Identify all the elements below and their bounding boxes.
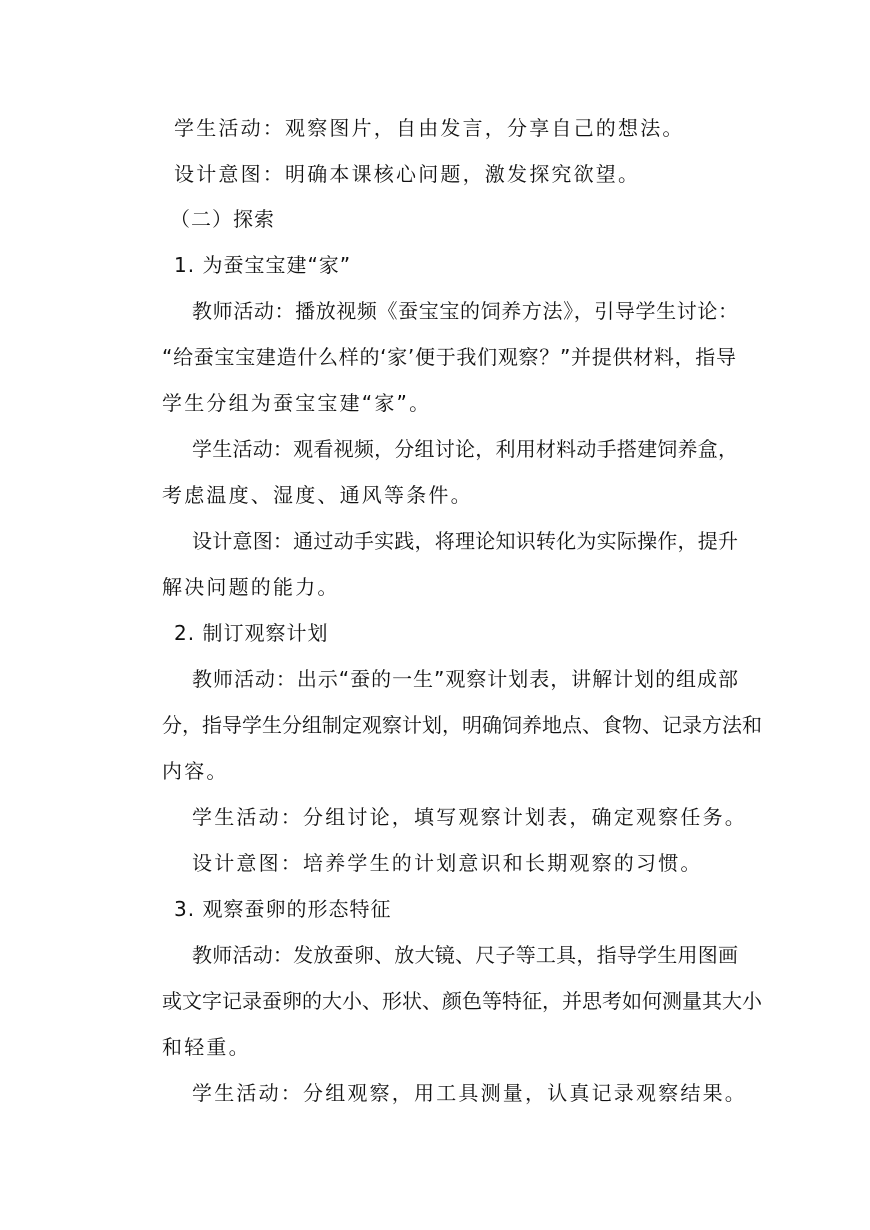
section-heading-explore: （二）探索 [170, 207, 275, 231]
paragraph-design-intent-1-line1: 设计意图：通过动手实践，将理论知识转化为实际操作，提升 [192, 529, 738, 553]
paragraph-teacher-activity-2-line2: 分，指导学生分组制定观察计划，明确饲养地点、食物、记录方法和 [162, 713, 762, 737]
subheading-build-home: 1. 为蚕宝宝建“家” [174, 253, 352, 277]
paragraph-student-activity-1-line1: 学生活动：观看视频，分组讨论，利用材料动手搭建饲养盒， [192, 437, 738, 461]
paragraph-design-intent-1-line2: 解决问题的能力。 [162, 575, 340, 599]
paragraph-design-intent-2: 设计意图：培养学生的计划意识和长期观察的习惯。 [192, 851, 703, 875]
subheading-observe-eggs: 3. 观察蚕卵的形态特征 [174, 897, 392, 921]
paragraph-student-activity-3: 学生活动：分组观察，用工具测量，认真记录观察结果。 [192, 1081, 747, 1105]
paragraph-teacher-activity-1-line2: “给蚕宝宝建造什么样的‘家’便于我们观察？”并提供材料，指导 [162, 345, 736, 369]
paragraph-student-activity-2: 学生活动：分组讨论，填写观察计划表，确定观察任务。 [192, 805, 747, 829]
paragraph-student-activity-intro: 学生活动：观察图片，自由发言，分享自己的想法。 [174, 116, 685, 140]
subheading-make-plan: 2. 制订观察计划 [174, 621, 329, 645]
paragraph-student-activity-1-line2: 考虑温度、湿度、通风等条件。 [162, 483, 473, 507]
paragraph-teacher-activity-3-line1: 教师活动：发放蚕卵、放大镜、尺子等工具，指导学生用图画 [192, 943, 738, 967]
paragraph-design-intent-intro: 设计意图：明确本课核心问题，激发探究欲望。 [174, 162, 641, 186]
paragraph-teacher-activity-1-line3: 学生分组为蚕宝宝建“家”。 [162, 391, 432, 415]
paragraph-teacher-activity-2-line3: 内容。 [162, 759, 229, 783]
paragraph-teacher-activity-3-line2: 或文字记录蚕卵的大小、形状、颜色等特征，并思考如何测量其大小 [162, 989, 762, 1013]
paragraph-teacher-activity-3-line3: 和轻重。 [162, 1035, 251, 1059]
paragraph-teacher-activity-1-line1: 教师活动：播放视频《蚕宝宝的饲养方法》，引导学生讨论： [192, 299, 738, 323]
paragraph-teacher-activity-2-line1: 教师活动：出示“蚕的一生”观察计划表，讲解计划的组成部 [192, 667, 738, 691]
